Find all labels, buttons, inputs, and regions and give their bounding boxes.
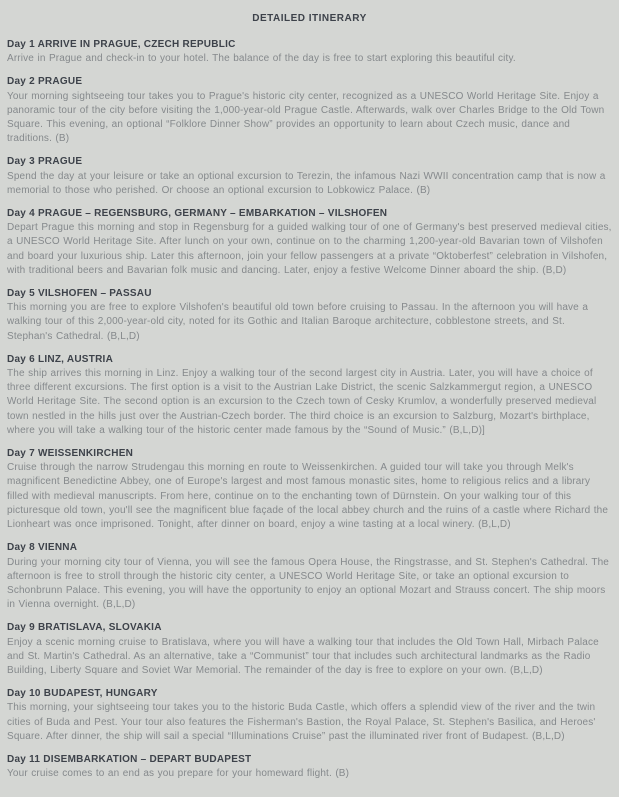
day-description: This morning you are free to explore Vilshofen's beautiful old town before cruising to Passau. In the afternoon you will have a walking tour of this 2,000-year-old city, noted for its Gothic and Italian Baroque architecture, cobblestone streets, and St. Stephan's Cathedral. (B,L,D) (7, 302, 589, 342)
day-block-2 (7, 75, 612, 146)
day-heading: Day 3 PRAGUE (7, 156, 83, 168)
day-heading: Day 9 BRATISLAVA, SLOVAKIA (7, 622, 162, 634)
day-description: The ship arrives this morning in Linz. Enjoy a walking tour of the second largest city in Austria. Later, you will have a choice of three different excursions. The first option is a visit to the Austrian Lake District, the scenic Salzkammergut region, a UNESCO World Heritage Site. The second option is an excursion to the Czech town of Cesky Krumlov, a wonderfully preserved medieval town nestled in the hills just over the Austrian-Czech border. The third choice is an excursion to Salzburg, Mozart's birthplace, where you will take a walking tour of the historic center made famous by the “Sound of Music.” (B,L,D)] (7, 368, 597, 436)
day-block-8 (7, 541, 612, 612)
page-title: DETAILED ITINERARY (252, 13, 367, 24)
day-heading: Day 2 PRAGUE (7, 76, 83, 88)
day-description: Enjoy a scenic morning cruise to Bratislava, where you will have a walking tour that includes the Old Town Hall, Mirbach Palace and St. Martin's Cathedral. As an alternative, take a “Communist” tour that includes such architectural landmarks as the Radio Building, Liberty Square and Soviet War Memorial. The remainder of the day is free to explore on your own. (B,L,D) (7, 636, 599, 676)
day-block-7 (7, 447, 612, 532)
day-block-6 (7, 353, 612, 438)
day-block-4 (7, 207, 612, 278)
day-block-5 (7, 287, 612, 344)
day-heading: Day 6 LINZ, AUSTRIA (7, 353, 114, 365)
day-block-3 (7, 155, 612, 198)
day-description: Your cruise comes to an end as you prepare for your homeward flight. (B) (7, 768, 350, 780)
day-description: This morning, your sightseeing tour takes you to the historic Buda Castle, which offers a splendid view of the river and the twin cities of Buda and Pest. Your tour also features the Fisherman's Bastion, the Royal Palace, St. Stephen's Basilica, and Heroes' Square. After dinner, the ship will sail a special “Illuminations Cruise” past the illuminated river front of Budapest. (B,L,D) (7, 702, 596, 742)
day-heading: Day 1 ARRIVE IN PRAGUE, CZECH REPUBLIC (7, 39, 236, 50)
day-description: Arrive in Prague and check-in to your hotel. The balance of the day is free to start exploring this beautiful city. (7, 53, 516, 65)
day-description: Spend the day at your leisure or take an optional excursion to Terezin, the infamous Nazi WWII concentration camp that is now a memorial to those who perished. Or choose an optional excursion to Lobkowicz Palace. (B) (7, 170, 606, 196)
day-description: During your morning city tour of Vienna, you will see the famous Opera House, the Ringstrasse, and St. Stephen's Cathedral. The afternoon is free to stroll through the historic city center, a UNESCO World Heritage Site, or take an optional excursion to Schonbrunn Palace. This evening, you will have the opportunity to enjoy an optional Mozart and Strauss concert. The ship moors in Vienna overnight. (B,L,D) (7, 556, 610, 611)
day-heading: Day 8 VIENNA (7, 542, 78, 554)
day-description: Depart Prague this morning and stop in Regensburg for a guided walking tour of one of Germany's best preserved medieval cities, a UNESCO World Heritage Site. After lunch on your own, continue on to the charming 1,200-year-old Bavarian town of Vilshofen and board your luxurious ship. Later this afternoon, join your fellow passengers at a private “Oktoberfest” celebration in Vilshofen, with traditional beers and Bavarian folk music and dancing. Later, enjoy a festive Welcome Dinner aboard the ship. (B,D) (7, 222, 612, 276)
day-heading: Day 4 PRAGUE – REGENSBURG, GERMANY – EMBARKATION – VILSHOFEN (7, 208, 388, 220)
day-block-10 (7, 687, 612, 744)
day-heading: Day 10 BUDAPEST, HUNGARY (7, 688, 158, 700)
day-description: Cruise through the narrow Strudengau this morning en route to Weissenkirchen. A guided tour will take you through Melk's magnificent Benedictine Abbey, one of Europe's largest and most famous monastic sites, home to religious relics and a library filled with medieval manuscripts. From here, continue on to the enchanting town of Dürnstein. On your walking tour of this picturesque old town, you'll see the magnificent blue façade of the local abbey church and the ruins of a castle where Richard the Lionheart was once imprisoned. Tonight, after dinner on board, enjoy a wine tasting at a local winery. (B,L,D) (7, 462, 609, 531)
day-block-1 (7, 38, 612, 66)
day-block-9 (7, 621, 612, 678)
day-heading: Day 11 DISEMBARKATION – DEPART BUDAPEST (7, 753, 252, 765)
day-heading: Day 5 VILSHOFEN – PASSAU (7, 288, 152, 300)
day-block-11 (7, 753, 612, 781)
day-description: Your morning sightseeing tour takes you to Prague's historic city center, recognized as a UNESCO World Heritage Site. Enjoy a panoramic tour of the city before visiting the 1,000-year-old Prague Castle. Afterwards, walk over Charles Bridge to the Old Town Square. This evening, an optional “Folklore Dinner Show” provides an opportunity to learn about Czech music, dance and traditions. (B) (7, 90, 605, 145)
day-heading: Day 7 WEISSENKIRCHEN (7, 448, 134, 460)
